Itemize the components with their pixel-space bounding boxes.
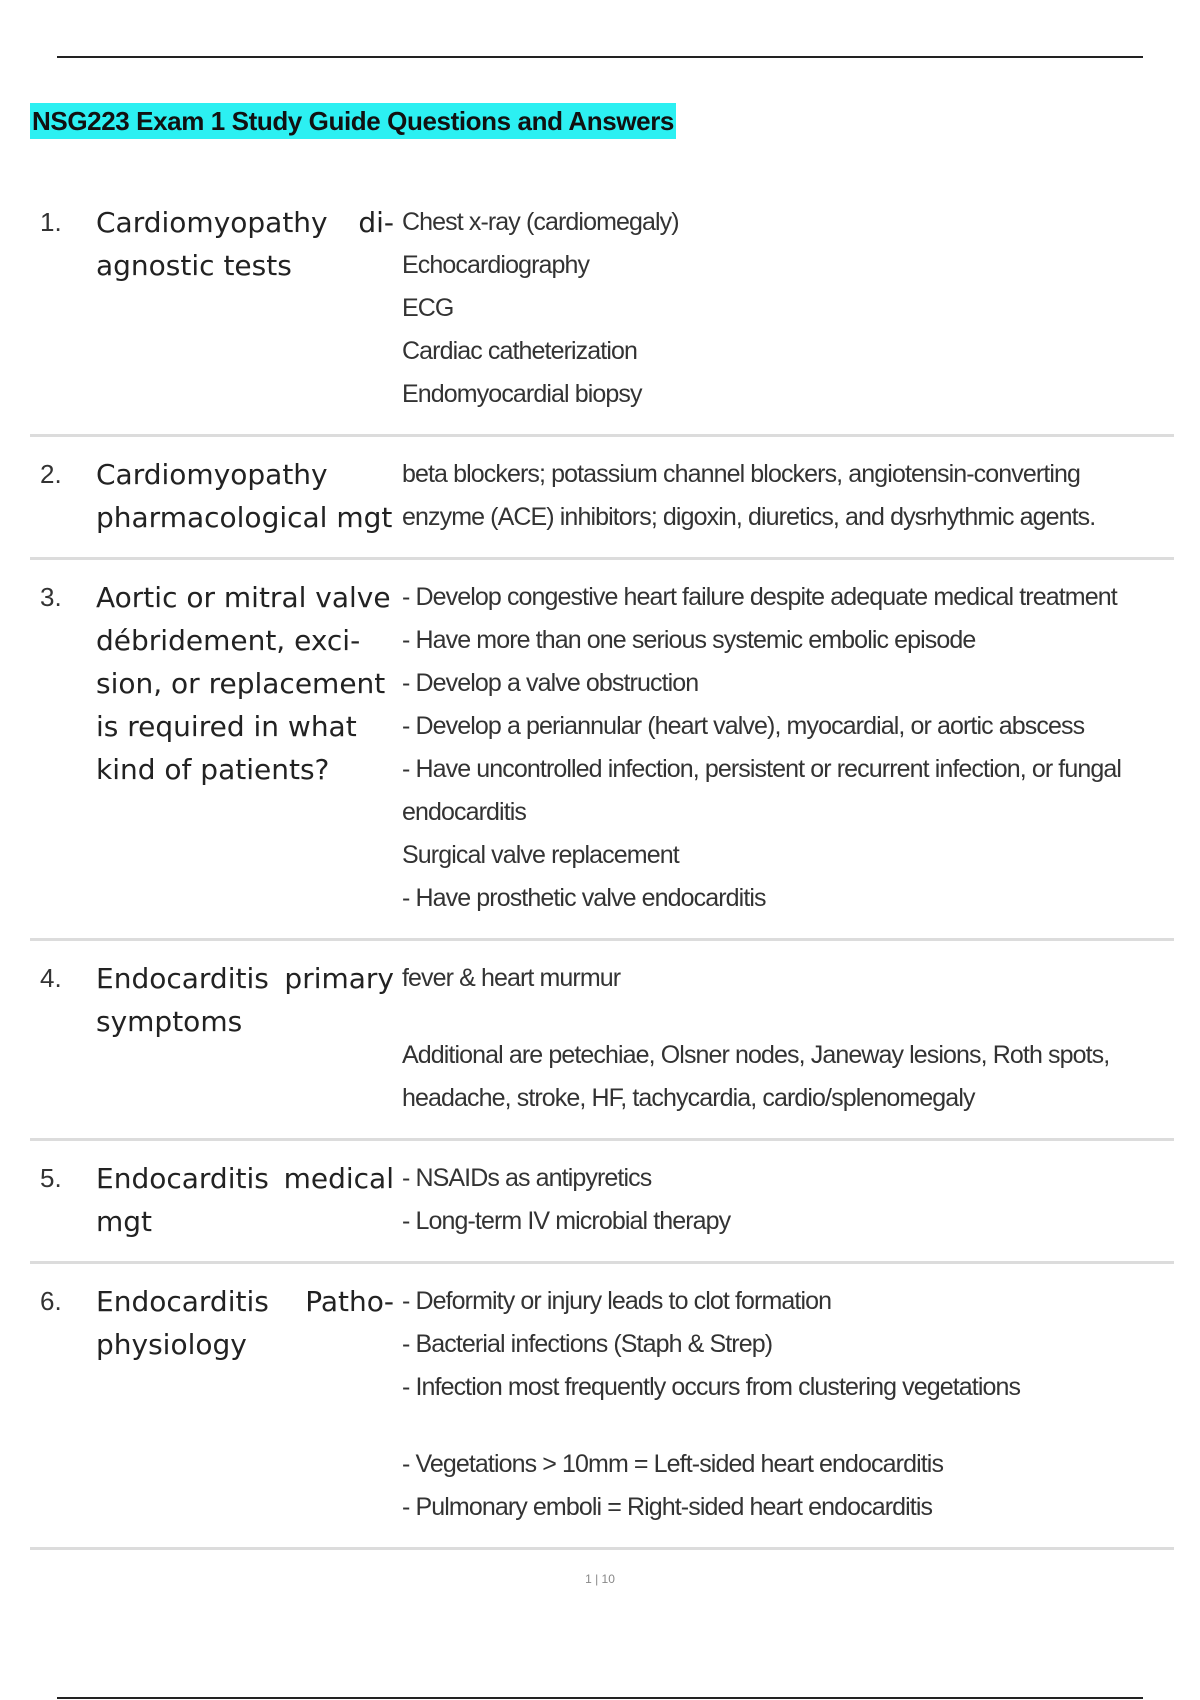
answer-line: Echocardiography — [402, 251, 590, 279]
answer-line: - Bacterial infections (Staph & Strep) — [402, 1330, 773, 1358]
answer-line: fever & heart murmur — [402, 964, 621, 992]
answer-paragraph: Additional are petechiae, Olsner nodes, Janeway lesions, Roth spots, headache, stroke, HF, tachycardia, cardio/splenomegaly — [402, 1041, 1110, 1112]
answer-paragraph: beta blockers; potassium channel blockers, angiotensin-converting enzyme (ACE) inhibitors; digoxin, diuretics, and dysrhythmic agents. — [402, 460, 1096, 531]
qa-list — [30, 185, 1174, 1550]
answer-line: - Long-term IV microbial therapy — [402, 1207, 731, 1235]
question-number: 2. — [40, 459, 62, 489]
qa-row — [30, 941, 1174, 1141]
answer-line: - Have uncontrolled infection, persistent or recurrent infection, or fungal — [402, 755, 1122, 783]
qa-row — [30, 1141, 1174, 1264]
answer — [402, 576, 1174, 920]
answer — [402, 453, 1174, 539]
answer-line: - Develop a valve obstruction — [402, 669, 699, 697]
answer-line: - Infection most frequently occurs from clustering vegetations — [402, 1373, 1021, 1401]
question-text: Endocarditis Pathophysiology — [96, 1285, 394, 1361]
answer-line: - Have prosthetic valve endocarditis — [402, 884, 766, 912]
top-divider — [57, 56, 1143, 58]
answer-line: Cardiac catheterization — [402, 337, 637, 365]
qa-row — [30, 560, 1174, 941]
answer-line: - Deformity or injury leads to clot formation — [402, 1287, 832, 1315]
question-number: 4. — [40, 963, 62, 993]
document-title: NSG223 Exam 1 Study Guide Questions and Answers — [30, 103, 676, 139]
answer-line: - Have more than one serious systemic embolic episode — [402, 626, 976, 654]
answer-spacer — [402, 1409, 1154, 1443]
answer — [402, 1157, 1174, 1243]
answer-line: Surgical valve replacement — [402, 841, 679, 869]
qa-row — [30, 1264, 1174, 1550]
answer — [402, 957, 1174, 1120]
answer-line: - Develop congestive heart failure despite adequate medical treatment — [402, 583, 1117, 611]
answer-line: endocarditis — [402, 798, 527, 826]
question-text: Cardiomyopathy pharmacological mgt — [96, 458, 393, 534]
question-text: Endocarditis medical mgt — [96, 1162, 394, 1238]
question-text: Cardiomyopathy diagnostic tests — [96, 206, 394, 282]
answer — [402, 1280, 1174, 1529]
answer-spacer — [402, 1000, 1154, 1034]
question-text: Endocarditis primary symptoms — [96, 962, 394, 1038]
question-number: 3. — [40, 582, 62, 612]
question-number: 1. — [40, 207, 62, 237]
question-text: Aortic or mitral valve débridement, excision, or replacement is required in what kind of patients? — [96, 581, 391, 786]
answer-line: - NSAIDs as antipyretics — [402, 1164, 652, 1192]
qa-row — [30, 185, 1174, 437]
answer — [402, 201, 1174, 416]
answer-line: - Develop a periannular (heart valve), myocardial, or aortic abscess — [402, 712, 1085, 740]
answer-line: - Vegetations > 10mm = Left-sided heart endocarditis — [402, 1450, 944, 1478]
question-number: 5. — [40, 1163, 62, 1193]
answer-line: Chest x-ray (cardiomegaly) — [402, 208, 679, 236]
answer-line: - Pulmonary emboli = Right-sided heart endocarditis — [402, 1493, 933, 1521]
answer-line: ECG — [402, 294, 454, 322]
answer-line: Endomyocardial biopsy — [402, 380, 642, 408]
page-indicator: 1 | 10 — [585, 1572, 615, 1586]
question-number: 6. — [40, 1286, 62, 1316]
qa-row — [30, 437, 1174, 560]
bottom-divider — [57, 1697, 1143, 1699]
